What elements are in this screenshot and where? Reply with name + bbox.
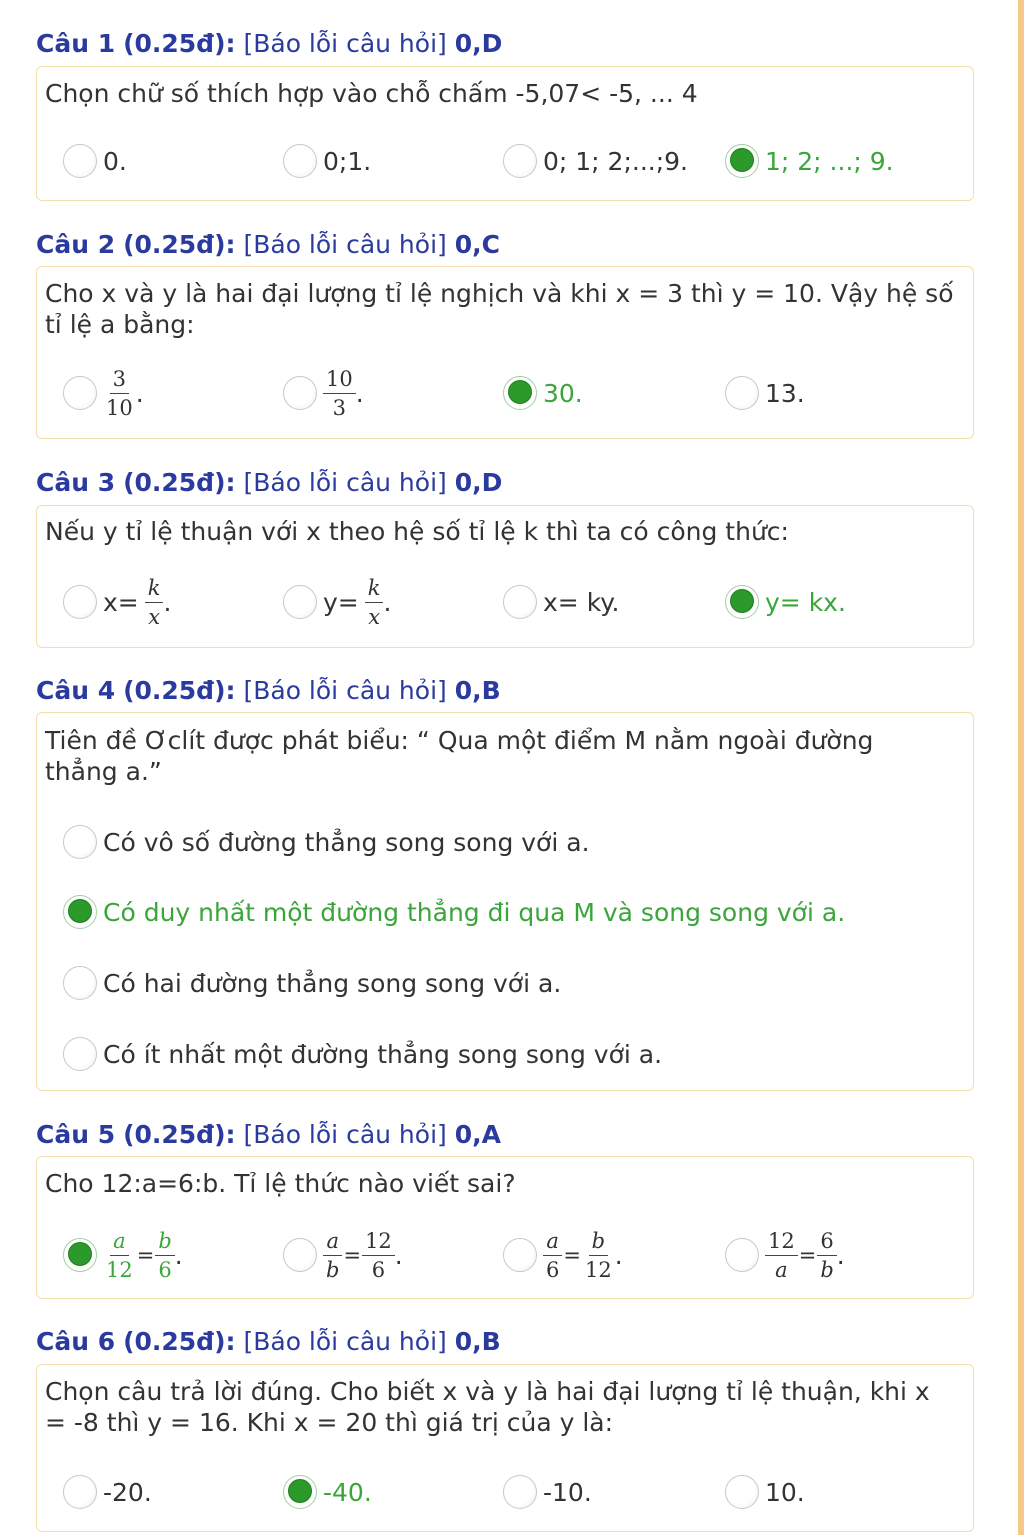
fraction-left xyxy=(103,1229,136,1282)
option-label: -40. xyxy=(323,1477,372,1507)
question-5-number: Câu 5 xyxy=(36,1120,116,1149)
option-label: -10. xyxy=(543,1477,592,1507)
radio-button[interactable] xyxy=(63,825,97,859)
question-5-points: (0.25đ): xyxy=(123,1120,236,1149)
question-3-option-c[interactable] xyxy=(503,580,619,624)
option-label: y= kx. xyxy=(765,587,846,617)
radio-button[interactable] xyxy=(283,144,317,178)
fraction-denominator: x xyxy=(368,604,381,629)
question-3-answer: 0,D xyxy=(454,468,503,497)
question-2-header xyxy=(36,230,500,260)
radio-button[interactable] xyxy=(63,144,97,178)
option-suffix: . xyxy=(394,1240,403,1270)
question-4-text-line-1: Tiên đề Ơclít được phát biểu: “ Qua một điểm M nằm ngoài đường xyxy=(45,726,874,755)
question-4-option-d[interactable] xyxy=(63,1032,662,1076)
option-suffix: . xyxy=(174,1240,183,1270)
equals-sign: = xyxy=(563,1243,581,1267)
radio-button-selected[interactable] xyxy=(725,585,759,619)
option-label: 10. xyxy=(765,1477,805,1507)
question-6-option-a[interactable] xyxy=(63,1470,152,1514)
question-1-points: (0.25đ): xyxy=(123,29,236,58)
question-1-answer: 0,D xyxy=(454,29,503,58)
option-label: -20. xyxy=(103,1477,152,1507)
fraction-denominator: 6 xyxy=(371,1257,386,1282)
question-3-header xyxy=(36,468,502,498)
option-label: x= ky. xyxy=(543,587,620,617)
page-right-edge xyxy=(1018,0,1024,1535)
question-2-points: (0.25đ): xyxy=(123,230,236,259)
fraction-numerator: k xyxy=(365,576,384,603)
question-5-report-link[interactable]: [Báo lỗi câu hỏi] xyxy=(243,1120,447,1149)
option-label: 13. xyxy=(765,378,805,408)
fraction-denominator: 10 xyxy=(106,395,133,420)
question-6-number: Câu 6 xyxy=(36,1327,116,1356)
fraction-numerator: 3 xyxy=(110,367,129,394)
radio-button[interactable] xyxy=(63,1037,97,1071)
radio-button-selected[interactable] xyxy=(63,895,97,929)
question-3-option-a[interactable] xyxy=(63,575,172,629)
radio-button[interactable] xyxy=(63,376,97,410)
question-5-header xyxy=(36,1120,501,1150)
fraction-numerator: 12 xyxy=(362,1229,395,1256)
fraction-denominator: 6 xyxy=(158,1257,172,1282)
fraction-right xyxy=(582,1229,615,1282)
fraction-denominator: 12 xyxy=(584,1257,612,1282)
option-label: Có hai đường thẳng song song với a. xyxy=(103,968,562,998)
question-2-text-line-1: Cho x và y là hai đại lượng tỉ lệ nghịch và khi x = 3 thì y = 10. Vậy hệ số xyxy=(45,279,954,308)
question-4-option-c[interactable] xyxy=(63,961,561,1005)
option-suffix: . xyxy=(614,1240,623,1270)
option-label: 0. xyxy=(103,146,127,176)
question-6-report-link[interactable]: [Báo lỗi câu hỏi] xyxy=(243,1327,447,1356)
question-1-number: Câu 1 xyxy=(36,29,116,58)
option-label: Có vô số đường thẳng song song với a. xyxy=(103,827,590,857)
fraction-denominator: b xyxy=(820,1257,834,1282)
radio-button[interactable] xyxy=(503,1238,537,1272)
fraction-denominator: a xyxy=(775,1257,788,1282)
option-suffix: . xyxy=(135,378,144,408)
question-6-answer: 0,B xyxy=(454,1327,501,1356)
equals-sign: = xyxy=(343,1243,362,1267)
option-suffix: . xyxy=(163,587,172,617)
radio-button[interactable] xyxy=(63,585,97,619)
question-2-option-c[interactable] xyxy=(503,371,583,415)
fraction-left xyxy=(323,1229,342,1282)
question-2-answer: 0,C xyxy=(454,230,500,259)
question-3-option-d[interactable] xyxy=(725,580,846,624)
radio-button-selected[interactable] xyxy=(725,144,759,178)
fraction-right xyxy=(817,1229,836,1282)
question-3-text: Nếu y tỉ lệ thuận với x theo hệ số tỉ lệ k thì ta có công thức: xyxy=(45,517,789,546)
option-suffix: . xyxy=(836,1240,845,1270)
question-1-option-d[interactable] xyxy=(725,139,894,183)
question-4-answer: 0,B xyxy=(454,676,501,705)
radio-button-selected[interactable] xyxy=(283,1475,317,1509)
fraction xyxy=(145,576,164,629)
fraction-numerator: a xyxy=(543,1229,562,1256)
radio-button[interactable] xyxy=(283,1238,317,1272)
radio-button[interactable] xyxy=(725,1238,759,1272)
fraction-denominator: 12 xyxy=(106,1257,133,1282)
question-4-points: (0.25đ): xyxy=(123,676,236,705)
fraction-left xyxy=(765,1229,798,1282)
fraction-left xyxy=(543,1229,562,1282)
question-4-number: Câu 4 xyxy=(36,676,116,705)
question-6-text-line-1: Chọn câu trả lời đúng. Cho biết x và y là hai đại lượng tỉ lệ thuận, khi x xyxy=(45,1377,930,1406)
question-1-option-b[interactable] xyxy=(283,139,371,183)
fraction-numerator: a xyxy=(323,1229,342,1256)
option-prefix: y= xyxy=(323,587,359,617)
option-label: 1; 2; ...; 9. xyxy=(765,146,894,176)
question-6-header xyxy=(36,1327,501,1357)
fraction-denominator: b xyxy=(326,1257,340,1282)
option-label: Có ít nhất một đường thẳng song song với a. xyxy=(103,1039,663,1069)
fraction-right xyxy=(155,1229,174,1282)
option-label: 0; 1; 2;...;9. xyxy=(543,146,688,176)
fraction-numerator: 10 xyxy=(323,367,356,394)
equals-sign: = xyxy=(136,1243,155,1267)
question-4-report-link[interactable]: [Báo lỗi câu hỏi] xyxy=(243,676,447,705)
radio-button-selected[interactable] xyxy=(503,376,537,410)
question-4-option-a[interactable] xyxy=(63,820,590,864)
fraction-numerator: b xyxy=(155,1229,174,1256)
radio-button[interactable] xyxy=(283,376,317,410)
radio-button-selected[interactable] xyxy=(63,1238,97,1272)
question-5-text: Cho 12:a=6:b. Tỉ lệ thức nào viết sai? xyxy=(45,1169,516,1198)
equals-sign: = xyxy=(798,1243,817,1267)
question-4-option-b[interactable] xyxy=(63,890,845,934)
fraction-numerator: 12 xyxy=(765,1229,798,1256)
radio-button[interactable] xyxy=(63,1475,97,1509)
fraction-denominator: x xyxy=(148,604,161,629)
fraction xyxy=(365,576,384,629)
question-5-option-d[interactable] xyxy=(725,1228,845,1282)
option-prefix: x= xyxy=(103,587,139,617)
fraction-denominator: 3 xyxy=(332,395,347,420)
radio-button[interactable] xyxy=(503,144,537,178)
radio-button[interactable] xyxy=(503,1475,537,1509)
fraction-numerator: b xyxy=(589,1229,608,1256)
fraction xyxy=(103,367,136,420)
fraction-right xyxy=(362,1229,395,1282)
question-1-report-link[interactable]: [Báo lỗi câu hỏi] xyxy=(243,29,447,58)
question-5-option-b[interactable] xyxy=(283,1228,403,1282)
fraction xyxy=(323,367,356,420)
question-6-option-b[interactable] xyxy=(283,1470,372,1514)
option-suffix: . xyxy=(355,378,364,408)
question-2-option-d[interactable] xyxy=(725,371,805,415)
radio-button[interactable] xyxy=(725,1475,759,1509)
question-5-option-a[interactable] xyxy=(63,1228,183,1282)
question-4-header xyxy=(36,676,501,706)
question-1-header xyxy=(36,29,502,59)
question-3-report-link[interactable]: [Báo lỗi câu hỏi] xyxy=(243,468,447,497)
question-1-text: Chọn chữ số thích hợp vào chỗ chấm -5,07< -5, ... 4 xyxy=(45,79,698,108)
question-6-option-c[interactable] xyxy=(503,1470,592,1514)
question-5-option-c[interactable] xyxy=(503,1228,623,1282)
fraction-numerator: 6 xyxy=(817,1229,836,1256)
question-6-points: (0.25đ): xyxy=(123,1327,236,1356)
question-4-text-line-2: thẳng a.” xyxy=(45,757,162,786)
radio-button[interactable] xyxy=(725,376,759,410)
fraction-numerator: k xyxy=(145,576,164,603)
question-6-option-d[interactable] xyxy=(725,1470,805,1514)
option-label: 30. xyxy=(543,378,583,408)
question-2-option-a[interactable] xyxy=(63,366,144,420)
question-5-answer: 0,A xyxy=(454,1120,501,1149)
question-1-option-a[interactable] xyxy=(63,139,127,183)
question-2-text-line-2: tỉ lệ a bằng: xyxy=(45,310,195,339)
question-1-option-c[interactable] xyxy=(503,139,688,183)
question-6-text-line-2: = -8 thì y = 16. Khi x = 20 thì giá trị của y là: xyxy=(45,1408,614,1437)
fraction-numerator: a xyxy=(110,1229,129,1256)
question-3-option-b[interactable] xyxy=(283,575,392,629)
question-2-option-b[interactable] xyxy=(283,366,364,420)
radio-button[interactable] xyxy=(283,585,317,619)
radio-button[interactable] xyxy=(63,966,97,1000)
question-2-number: Câu 2 xyxy=(36,230,116,259)
option-suffix: . xyxy=(383,587,392,617)
option-label: Có duy nhất một đường thẳng đi qua M và song song với a. xyxy=(103,897,846,927)
radio-button[interactable] xyxy=(503,585,537,619)
question-3-number: Câu 3 xyxy=(36,468,116,497)
question-3-points: (0.25đ): xyxy=(123,468,236,497)
fraction-denominator: 6 xyxy=(546,1257,560,1282)
option-label: 0;1. xyxy=(323,146,372,176)
question-2-report-link[interactable]: [Báo lỗi câu hỏi] xyxy=(243,230,447,259)
